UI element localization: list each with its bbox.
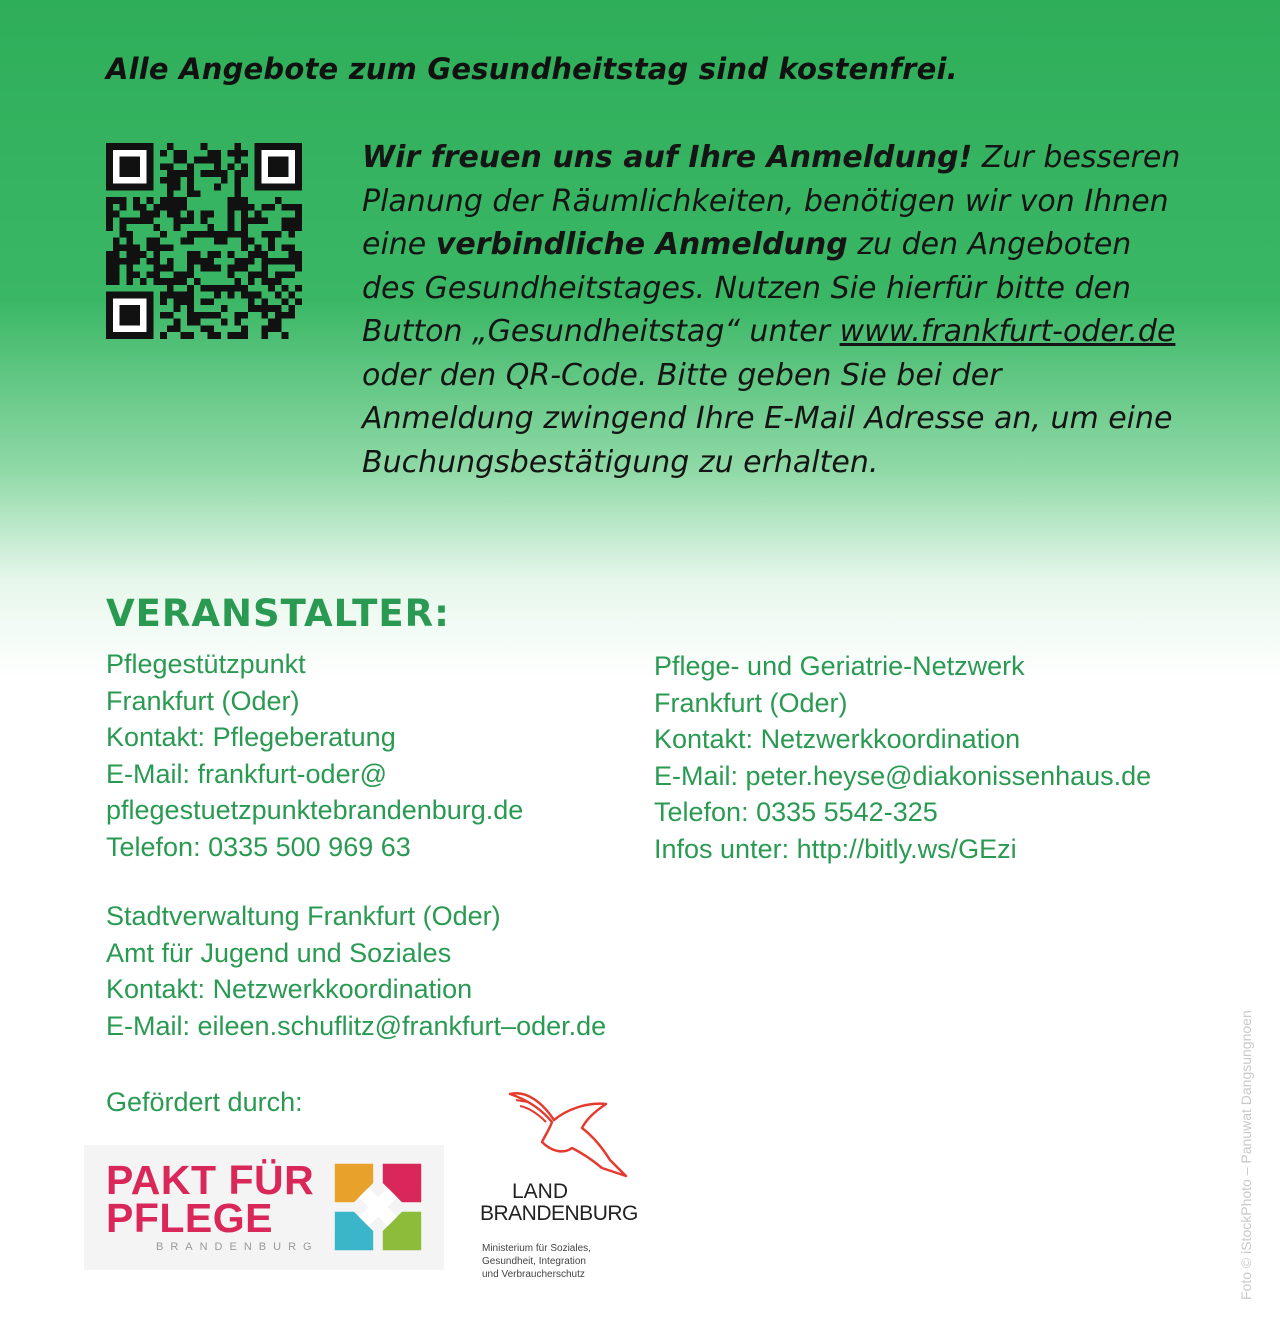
contact-line: Amt für Jugend und Soziales: [106, 937, 452, 968]
ministry-line: und Verbraucherschutz: [482, 1269, 585, 1280]
logo-land-label: LAND: [511, 1180, 569, 1203]
registration-text-2: zu den Angeboten des Gesundheitstages. Nutzen Sie hierfür bitte den Button „Gesundheitstag“ unter: [362, 227, 1132, 349]
pakt-logo-line2: PFLEGE: [106, 1195, 274, 1241]
contact-line: Stadtverwaltung Frankfurt (Oder): [106, 901, 501, 931]
contact-pflegestuetzpunkt: [106, 646, 523, 865]
qr-code-graphic: [106, 143, 302, 339]
contact-line: Kontakt: Pflegeberatung: [106, 722, 396, 752]
registration-lead: Wir freuen uns auf Ihre Anmeldung!: [362, 140, 973, 175]
contact-info-link[interactable]: Infos unter: http://bitly.ws/GEzi: [654, 833, 1017, 864]
registration-text-1: Zur besseren Planung der Räumlichkeiten, benötigen wir von Ihnen eine: [362, 140, 1181, 262]
pakt-cross-icon: [330, 1159, 426, 1255]
red-eagle-icon: [506, 1088, 636, 1183]
ministry-name: [482, 1242, 662, 1281]
contact-line: Pflege- und Geriatrie-Netzwerk: [654, 651, 1025, 681]
binding-registration-emphasis: verbindliche Anmeldung: [435, 227, 848, 262]
contact-geriatrie-netzwerk: [654, 648, 1151, 867]
registration-text-3: oder den QR-Code. Bitte geben Sie bei der Anmeldung zwingend Ihre E-Mail Adresse an, um eine Buchungsbestätigung zu erhalten.: [362, 357, 1173, 480]
contact-line: Frankfurt (Oder): [106, 685, 300, 716]
pakt-logo-line1: PAKT FÜR: [106, 1157, 315, 1203]
pakt-fuer-pflege-logo: [84, 1145, 444, 1270]
contact-phone: Telefon: 0335 500 969 63: [106, 831, 411, 862]
logo-brandenburg-label: BRANDENBURG: [480, 1202, 638, 1225]
organizers-heading: VERANSTALTER:: [106, 592, 450, 635]
pakt-logo-subtitle: BRANDENBURG: [156, 1241, 319, 1253]
photo-credit: Foto © iStockPhoto – Panuwat Dangsungnoen: [1238, 1010, 1254, 1300]
contact-email[interactable]: E-Mail: frankfurt-oder@: [106, 758, 387, 789]
contact-line: Pflegestützpunkt: [106, 649, 306, 679]
free-offer-note: Alle Angebote zum Gesundheitstag sind kostenfrei.: [106, 52, 958, 86]
contact-email[interactable]: E-Mail: peter.heyse@diakonissenhaus.de: [654, 760, 1152, 791]
registration-paragraph: [362, 136, 1182, 484]
contact-line: Kontakt: Netzwerkkoordination: [106, 974, 473, 1004]
ministry-line: Gesundheit, Integration: [482, 1256, 586, 1267]
contact-line: Frankfurt (Oder): [654, 687, 848, 718]
ministry-line: Ministerium für Soziales,: [482, 1243, 591, 1254]
contact-phone: Telefon: 0335 5542-325: [654, 797, 938, 827]
contact-email[interactable]: E-Mail: eileen.schuflitz@frankfurt–oder.de: [106, 1010, 607, 1041]
website-link[interactable]: www.frankfurt-oder.de: [839, 314, 1176, 349]
land-brandenburg-logo: [480, 1088, 660, 1288]
pakt-logo-wordmark: [106, 1157, 315, 1241]
registration-qr-code[interactable]: [106, 143, 302, 339]
funded-by-label: Gefördert durch:: [106, 1087, 303, 1117]
contact-line: Kontakt: Netzwerkkoordination: [654, 724, 1021, 754]
contact-email-domain[interactable]: pflegestuetzpunktebrandenburg.de: [106, 795, 524, 825]
contact-stadtverwaltung: [106, 898, 606, 1044]
